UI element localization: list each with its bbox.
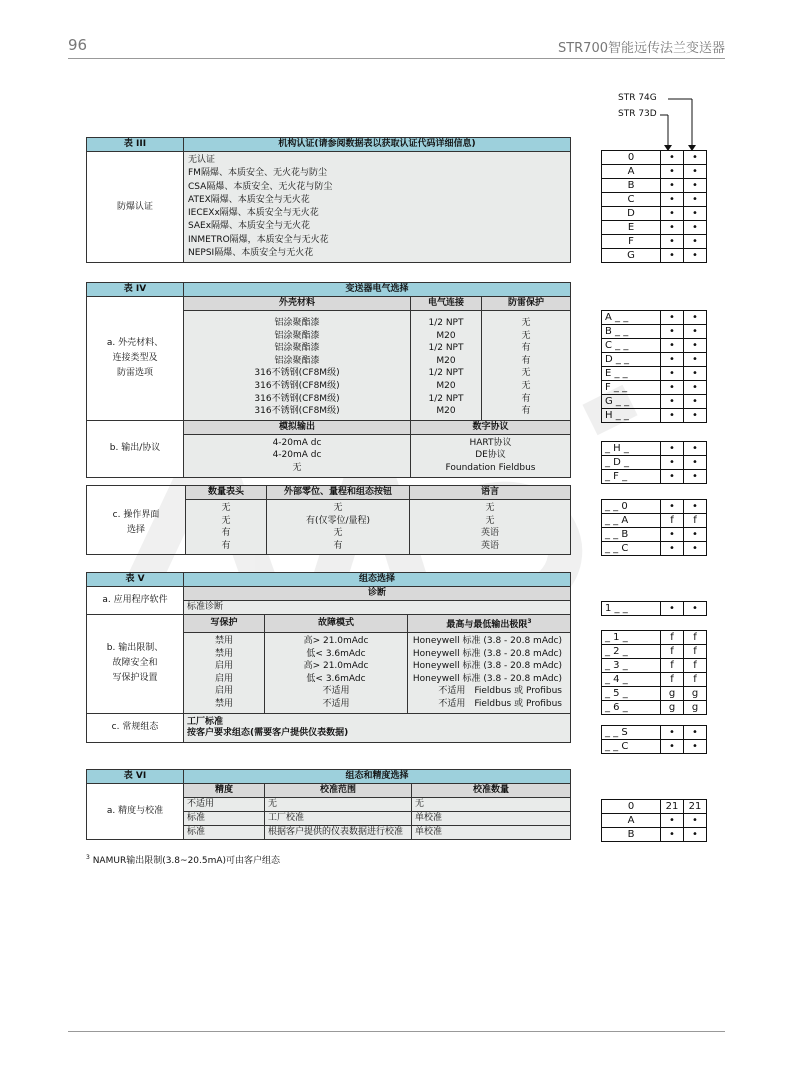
availability-74g: • <box>661 311 684 325</box>
list-item: 无认证 <box>188 155 216 165</box>
availability-73d: • <box>684 165 707 179</box>
table-row: 标准 根据客户提供的仪表数据进行校准 单校准 <box>87 826 571 840</box>
code-row <box>602 542 707 556</box>
availability-74g: • <box>661 179 684 193</box>
digital-list: HART协议 DE协议 Foundation Fieldbus <box>411 434 571 477</box>
option-code: _ D _ <box>602 456 661 470</box>
availability-74g: • <box>661 602 684 616</box>
availability-74g: • <box>661 409 684 423</box>
option-code: _ _ C <box>602 542 661 556</box>
table-5-title: 组态选择 <box>184 573 571 587</box>
code-row <box>602 645 707 659</box>
availability-74g: • <box>661 500 684 514</box>
table-3-title: 机构认证(请参阅数据表以获取认证代码详细信息) <box>184 138 571 152</box>
col-header-buttons: 外部零位、量程和组态按钮 <box>267 486 410 500</box>
option-code: B <box>602 179 661 193</box>
col-header-material: 外壳材料 <box>184 297 411 311</box>
code-row <box>602 687 707 701</box>
codes-table-4a <box>601 310 707 423</box>
protection-list: 无 无 有 有 无 无 有 有 <box>482 311 571 421</box>
option-code: _ _ 0 <box>602 500 661 514</box>
table-5-tag: 表 V <box>87 573 184 587</box>
list-item: IECEXx隔爆、本质安全与无火花 <box>188 208 319 219</box>
code-row <box>602 409 707 423</box>
availability-74g: f <box>661 514 684 528</box>
code-row <box>602 325 707 339</box>
codes-table-5c <box>601 725 707 754</box>
col-header-accuracy: 精度 <box>184 784 265 798</box>
availability-74g: • <box>661 193 684 207</box>
code-row <box>602 395 707 409</box>
codes-table-6 <box>601 799 707 842</box>
availability-73d: f <box>684 631 707 645</box>
availability-74g: • <box>661 353 684 367</box>
col-header-fail-mode: 故障模式 <box>265 615 408 633</box>
availability-73d: • <box>684 542 707 556</box>
availability-73d: • <box>684 367 707 381</box>
availability-73d: • <box>684 500 707 514</box>
table-3-tag: 表 III <box>87 138 184 152</box>
col-header-cal-count: 校准数量 <box>412 784 571 798</box>
availability-74g: • <box>661 726 684 740</box>
availability-74g: • <box>661 470 684 484</box>
col-header-limits: 最高与最低输出极限$^3$ <box>408 615 571 633</box>
code-row <box>602 740 707 754</box>
availability-73d: f <box>684 514 707 528</box>
option-code: C <box>602 193 661 207</box>
code-row <box>602 235 707 249</box>
page-number: 96 <box>68 36 88 54</box>
availability-73d: • <box>684 409 707 423</box>
col-header-connection: 电气连接 <box>411 297 482 311</box>
availability-73d: • <box>684 221 707 235</box>
col-header-diagnostics: 诊断 <box>184 587 571 601</box>
code-row <box>602 311 707 325</box>
option-code: F _ _ <box>602 381 661 395</box>
row-label-limits: b. 输出限制、 故障安全和 写保护设置 <box>87 615 184 714</box>
option-code: A _ _ <box>602 311 661 325</box>
availability-73d: • <box>684 381 707 395</box>
table-6-title: 组态和精度选择 <box>184 770 571 784</box>
availability-73d: • <box>684 151 707 165</box>
availability-73d: g <box>684 687 707 701</box>
row-label-ex: 防爆认证 <box>87 152 184 263</box>
code-row <box>602 500 707 514</box>
code-row <box>602 456 707 470</box>
option-code: _ _ B <box>602 528 661 542</box>
col-header-analog: 模拟输出 <box>184 420 411 434</box>
availability-74g: • <box>661 542 684 556</box>
config-options: 工厂标准 按客户要求组态(需要客户提供仪表数据) <box>184 713 571 742</box>
row-label-output: b. 输出/协议 <box>87 420 184 477</box>
code-row <box>602 353 707 367</box>
code-row <box>602 221 707 235</box>
availability-74g: • <box>661 528 684 542</box>
option-code: _ _ C <box>602 740 661 754</box>
table-6-tag: 表 VI <box>87 770 184 784</box>
col-header-display: 数量表头 <box>186 486 267 500</box>
code-row <box>602 470 707 484</box>
limits-list: Honeywell 标准 (3.8 - 20.8 mAdc) Honeywell 标准 (3.8 - 20.8 mAdc) Honeywell 标准 (3.8 - 20.8 mAdc) Honeywell 标准 (3.8 - 20.8 mAdc) 不适用 Fieldbus 或 Profibus 不适用 Fieldbus 或 Profibus <box>408 633 571 714</box>
list-item: CSA隔爆、本质安全、无火花与防尘 <box>188 181 333 192</box>
material-list: 铝涂聚酯漆 铝涂聚酯漆 铝涂聚酯漆 铝涂聚酯漆 316不锈钢(CF8M级) 316不锈钢(CF8M级) 316不锈钢(CF8M级) 316不锈钢(CF8M级) <box>184 311 411 421</box>
code-row <box>602 659 707 673</box>
availability-74g: • <box>661 828 684 842</box>
code-row <box>602 165 707 179</box>
availability-74g: • <box>661 395 684 409</box>
availability-73d: • <box>684 339 707 353</box>
availability-74g: • <box>661 442 684 456</box>
codes-table-4c <box>601 499 707 556</box>
availability-73d: • <box>684 325 707 339</box>
code-row <box>602 207 707 221</box>
availability-74g: • <box>661 249 684 263</box>
code-row <box>602 602 707 616</box>
col-header-language: 语言 <box>410 486 571 500</box>
availability-73d: • <box>684 207 707 221</box>
option-code: D <box>602 207 661 221</box>
col-header-digital: 数字协议 <box>411 420 571 434</box>
table-4-title: 变送器电气选择 <box>184 283 571 297</box>
list-item: FM隔爆、本质安全、无火花与防尘 <box>188 168 327 179</box>
code-row <box>602 673 707 687</box>
code-row <box>602 631 707 645</box>
availability-73d: f <box>684 645 707 659</box>
availability-74g: f <box>661 673 684 687</box>
availability-73d: • <box>684 602 707 616</box>
option-code: _ F _ <box>602 470 661 484</box>
code-row <box>602 193 707 207</box>
availability-73d: • <box>684 740 707 754</box>
row-label-interface: c. 操作界面 选择 <box>86 485 185 555</box>
table-3 <box>86 137 571 263</box>
availability-73d: • <box>684 353 707 367</box>
option-code: E _ _ <box>602 367 661 381</box>
code-row <box>602 249 707 263</box>
code-row <box>602 367 707 381</box>
option-code: H _ _ <box>602 409 661 423</box>
code-row <box>602 151 707 165</box>
availability-73d: 21 <box>684 800 707 814</box>
fail-mode-list: 高> 21.0mAdc 低< 3.6mAdc 高> 21.0mAdc 低< 3.6mAdc 不适用 不适用 <box>265 633 408 714</box>
option-code: _ 1 _ <box>602 631 661 645</box>
document-title: STR700智能远传法兰变送器 <box>557 41 725 56</box>
option-code: _ 2 _ <box>602 645 661 659</box>
availability-74g: f <box>661 631 684 645</box>
option-code: G <box>602 249 661 263</box>
availability-73d: • <box>684 395 707 409</box>
option-code: D _ _ <box>602 353 661 367</box>
diagnostics-value: 标准诊断 <box>184 601 571 615</box>
certification-list <box>184 152 571 263</box>
availability-74g: • <box>661 367 684 381</box>
availability-74g: 21 <box>661 800 684 814</box>
availability-74g: • <box>661 207 684 221</box>
option-code: _ _ A <box>602 514 661 528</box>
row-label-software: a. 应用程序软件 <box>87 587 184 615</box>
connection-list: 1/2 NPT M20 1/2 NPT M20 1/2 NPT M20 1/2 NPT M20 <box>411 311 482 421</box>
list-item: SAEx隔爆、本质安全与无火花 <box>188 221 311 232</box>
list-item: INMETRO隔爆，本质安全与无火花 <box>188 234 329 245</box>
option-code: E <box>602 221 661 235</box>
option-code: _ 6 _ <box>602 701 661 715</box>
code-row <box>602 442 707 456</box>
option-code: B <box>602 828 661 842</box>
code-row <box>602 726 707 740</box>
footer-rule <box>68 1031 725 1032</box>
codes-table-5b <box>601 630 707 715</box>
option-code: B _ _ <box>602 325 661 339</box>
table-4 <box>86 282 571 478</box>
availability-73d: f <box>684 659 707 673</box>
table-6 <box>86 769 571 840</box>
option-code: _ H _ <box>602 442 661 456</box>
write-protect-list: 禁用 禁用 启用 启用 启用 禁用 <box>184 633 265 714</box>
option-code: 0 <box>602 800 661 814</box>
row-label-accuracy: a. 精度与校准 <box>87 784 184 840</box>
option-code: G _ _ <box>602 395 661 409</box>
code-row <box>602 339 707 353</box>
code-row <box>602 800 707 814</box>
availability-73d: • <box>684 193 707 207</box>
table-row: 不适用 无 无 <box>87 798 571 812</box>
option-code: 0 <box>602 151 661 165</box>
availability-73d: • <box>684 249 707 263</box>
option-code: A <box>602 814 661 828</box>
code-row <box>602 828 707 842</box>
table-4c <box>185 485 571 555</box>
availability-74g: • <box>661 151 684 165</box>
option-code: _ _ S <box>602 726 661 740</box>
header-rule <box>68 58 725 59</box>
availability-73d: f <box>684 673 707 687</box>
language-list: 无 无 英语 英语 <box>410 500 571 555</box>
availability-74g: g <box>661 687 684 701</box>
availability-73d: • <box>684 442 707 456</box>
analog-list: 4-20mA dc 4-20mA dc 无 <box>184 434 411 477</box>
availability-74g: • <box>661 814 684 828</box>
availability-74g: • <box>661 740 684 754</box>
col-header-write-protect: 写保护 <box>184 615 265 633</box>
availability-73d: • <box>684 456 707 470</box>
availability-74g: • <box>661 165 684 179</box>
footnote: $^3$ NAMUR输出限制(3.8~20.5mA)可由客户组态 <box>86 854 281 866</box>
availability-74g: • <box>661 325 684 339</box>
availability-74g: f <box>661 645 684 659</box>
codes-table-4b <box>601 441 707 484</box>
list-item: NEPSI隔爆、本质安全与无火花 <box>188 248 314 259</box>
table-4-tag: 表 IV <box>87 283 184 297</box>
codes-table-3 <box>601 150 707 263</box>
option-code: A <box>602 165 661 179</box>
buttons-list: 无 有(仅零位/量程) 无 有 <box>267 500 410 555</box>
availability-74g: • <box>661 235 684 249</box>
col-header-cal-range: 校准范围 <box>265 784 412 798</box>
availability-74g: f <box>661 659 684 673</box>
availability-74g: • <box>661 221 684 235</box>
list-item: ATEX隔爆、本质安全与无火花 <box>188 194 310 205</box>
option-code: C _ _ <box>602 339 661 353</box>
option-code: _ 4 _ <box>602 673 661 687</box>
col-header-protection: 防雷保护 <box>482 297 571 311</box>
selector-label-73d: STR 73D <box>618 109 657 119</box>
selector-label-74g: STR 74G <box>618 93 657 103</box>
availability-74g: • <box>661 381 684 395</box>
code-row <box>602 514 707 528</box>
code-row <box>602 381 707 395</box>
availability-73d: • <box>684 179 707 193</box>
table-5 <box>86 572 571 743</box>
option-code: _ 3 _ <box>602 659 661 673</box>
availability-74g: • <box>661 456 684 470</box>
availability-74g: • <box>661 339 684 353</box>
availability-73d: • <box>684 528 707 542</box>
availability-73d: • <box>684 311 707 325</box>
selector-arrows <box>612 93 712 153</box>
availability-73d: • <box>684 470 707 484</box>
code-row <box>602 528 707 542</box>
display-list: 无 无 有 有 <box>186 500 267 555</box>
option-code: _ 5 _ <box>602 687 661 701</box>
availability-73d: • <box>684 235 707 249</box>
code-row <box>602 179 707 193</box>
option-code: 1 _ _ <box>602 602 661 616</box>
availability-73d: • <box>684 828 707 842</box>
availability-74g: g <box>661 701 684 715</box>
availability-73d: g <box>684 701 707 715</box>
availability-73d: • <box>684 726 707 740</box>
availability-73d: • <box>684 814 707 828</box>
codes-table-5a <box>601 601 707 616</box>
option-code: F <box>602 235 661 249</box>
row-label-config: c. 常规组态 <box>87 713 184 742</box>
code-row <box>602 701 707 715</box>
row-label-housing: a. 外壳材料、 连接类型及 防雷选项 <box>87 297 184 421</box>
table-row: 标准 工厂校准 单校准 <box>87 812 571 826</box>
code-row <box>602 814 707 828</box>
